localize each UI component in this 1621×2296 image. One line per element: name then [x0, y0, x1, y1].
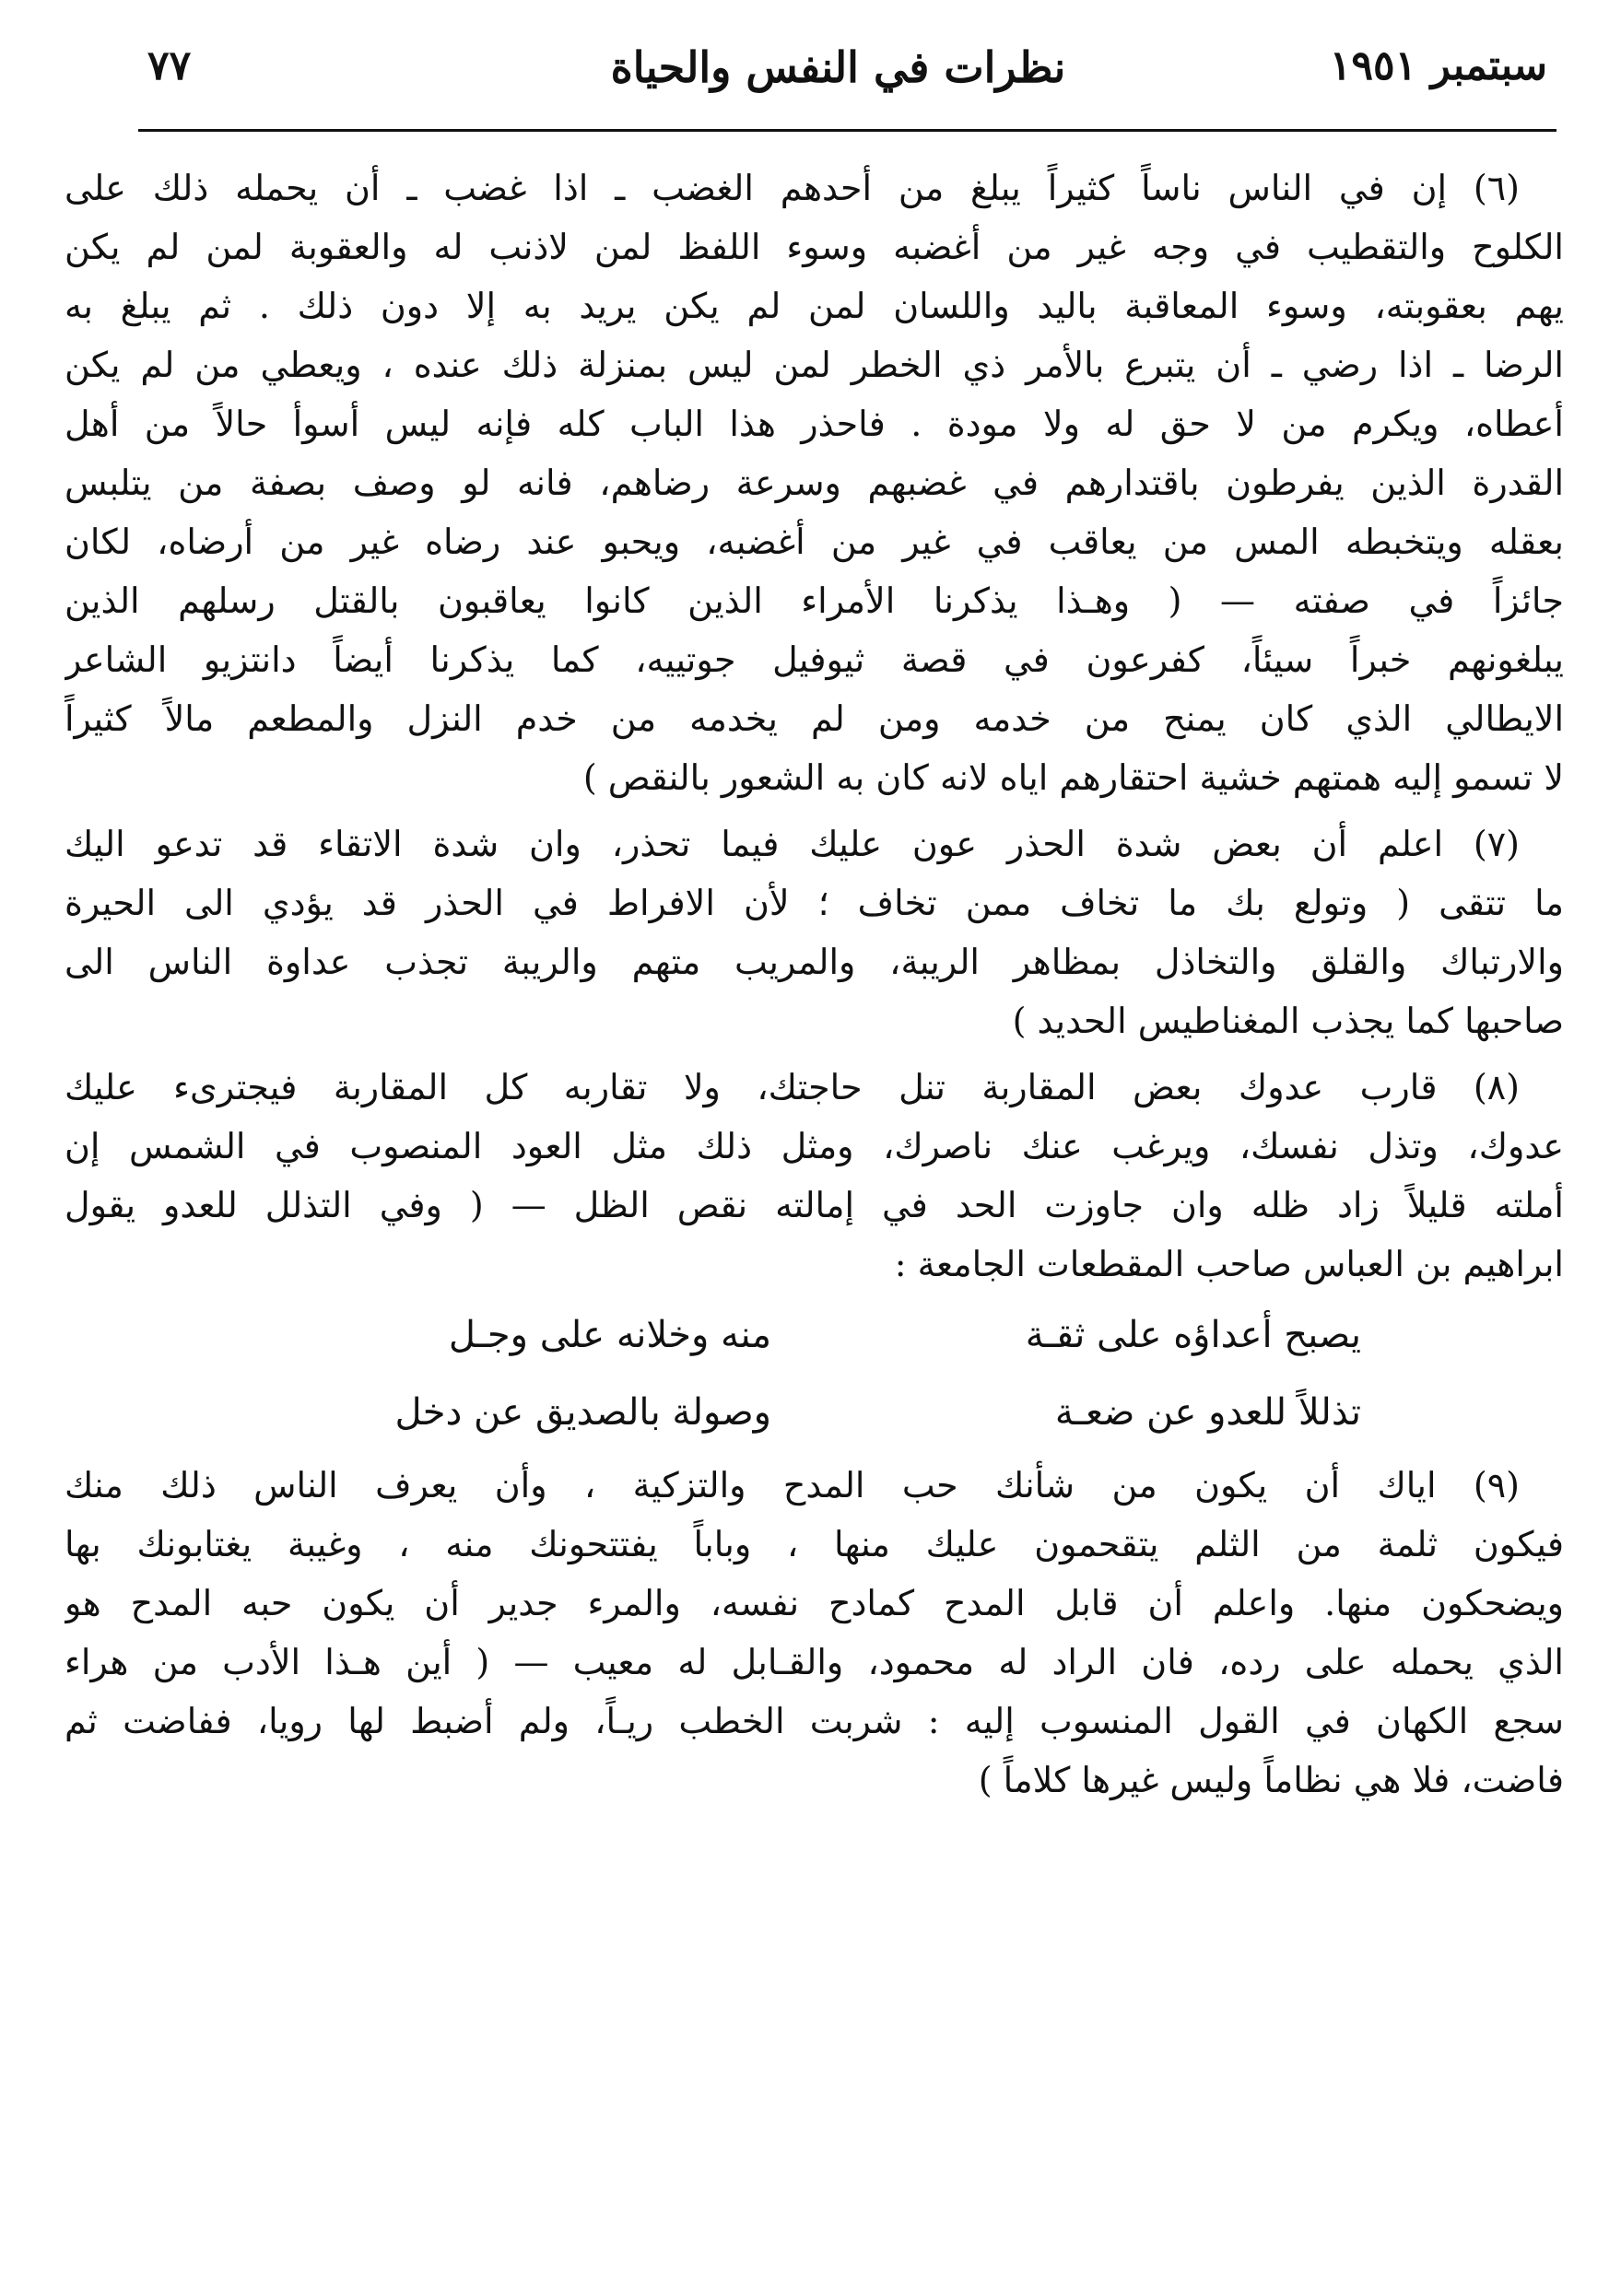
- text-line: الايطالي الذي كان يمنح من خدمه ومن لم يخدمه من خدم النزل والمطعم مالاً كثيراً: [65, 698, 1564, 739]
- text-line: والارتباك والقلق والتخاذل بمظاهر الريبة، والمريب متهم والريبة تجذب عداوة الناس الى: [65, 942, 1564, 982]
- text-line: الرضا ـ اذا رضي ـ أن يتبرع بالأمر ذي الخطر لمن ليس بمنزلة ذلك عنده ، ويعطي من لم يكن: [65, 345, 1564, 385]
- paragraph-9: [65, 1456, 1564, 1810]
- text-line: يهم بعقوبته، وسوء المعاقبة باليد واللسان لمن لم يكن يريد به إلا دون ذلك . ثم يبلغ به: [65, 286, 1564, 326]
- text-line: الذي يحمله على رده، فان الراد له محمود، والقـابل له معيب — ( أين هـذا الأدب من هراء: [65, 1642, 1564, 1682]
- text-line: (٨) قارب عدوك بعض المقاربة تنل حاجتك، ولا تقاربه كل المقاربة فيجترىء عليك: [65, 1067, 1520, 1107]
- text-line: (٦) إن في الناس ناساً كثيراً يبلغ من أحدهم الغضب ـ اذا غضب ـ أن يحمله ذلك على: [65, 168, 1520, 208]
- page-header: [111, 26, 1566, 109]
- text-line: سجع الكهان في القول المنسوب إليه : شربت الخطب ريـاً، ولم أضبط لها رويا، ففاضت ثم: [65, 1701, 1564, 1741]
- page-number: ٧٧: [147, 42, 192, 89]
- text-line: ويضحكون منها. واعلم أن قابل المدح كمادح نفسه، والمرء جدير أن يكون حبه المدح هو: [65, 1583, 1564, 1623]
- text-line: القدرة الذين يفرطون باقتدارهم في غضبهم وسرعة رضاهم، فانه لو وصف بصفة من يتلبس: [65, 463, 1564, 503]
- text-line: أملته قليلاً زاد ظله وان جاوزت الحد في إمالته نقص الظل — ( وفي التذلل للعدو يقول: [65, 1185, 1564, 1225]
- text-line: لا تسمو إليه همتهم خشية احتقارهم اياه لانه كان به الشعور بالنقص ): [582, 757, 1564, 798]
- paragraph-6: [65, 158, 1564, 807]
- text-line: فاضت، فلا هي نظاماً وليس غيرها كلاماً ): [978, 1760, 1564, 1800]
- verse-line: [65, 1301, 1564, 1378]
- text-line: الكلوح والتقطيب في وجه غير من أغضبه وسوء اللفظ لمن لاذنب له والعقوبة لمن لم يكن: [65, 227, 1564, 267]
- verse-line: [65, 1378, 1564, 1456]
- paragraph-7: [65, 814, 1564, 1050]
- text-line: عدوك، وتذل نفسك، ويرغب عنك ناصرك، ومثل ذلك مثل العود المنصوب في الشمس إن: [65, 1126, 1564, 1166]
- text-line: جائزاً في صفته — ( وهـذا يذكرنا الأمراء الذين كانوا يعاقبون بالقتل رسلهم الذين: [65, 580, 1564, 621]
- verse-hemistich: يصبح أعداؤه على ثقـة: [1025, 1314, 1361, 1356]
- verse-hemistich: منه وخلانه على وجـل: [448, 1314, 771, 1356]
- header-rule: [138, 129, 1556, 132]
- text-line: فيكون ثلمة من الثلم يتقحمون عليك منها ، وباباً يفتتحونك منه ، وغيبة يغتابونك بها: [65, 1524, 1564, 1564]
- text-line: ما تتقى ( وتولع بك ما تخاف ممن تخاف ؛ لأن الافراط في الحذر قد يؤدي الى الحيرة: [65, 883, 1564, 923]
- text-line: (٧) اعلم أن بعض شدة الحذر عون عليك فيما تحذر، وان شدة الاتقاء قد تدعو اليك: [65, 824, 1520, 864]
- text-line: (٩) اياك أن يكون من شأنك حب المدح والتزكية ، وأن يعرف الناس ذلك منك: [65, 1465, 1520, 1505]
- text-line: صاحبها كما يجذب المغناطيس الحديد ): [1012, 1001, 1564, 1041]
- paragraph-8: [65, 1058, 1564, 1294]
- text-line: ابراهيم بن العباس صاحب المقطعات الجامعة :: [894, 1244, 1564, 1284]
- verse-hemistich: تذللاً للعدو عن ضعـة: [1054, 1391, 1361, 1434]
- text-line: يبلغونهم خبراً سيئاً، كفرعون في قصة ثيوفيل جوتييه، كما يذكرنا أيضاً دانتزيو الشاعر: [65, 639, 1564, 680]
- page-body: [65, 158, 1564, 1817]
- verse-hemistich: وصولة بالصديق عن دخل: [394, 1391, 771, 1434]
- running-title: نظرات في النفس والحياة: [610, 42, 1066, 92]
- text-line: بعقله ويتخبطه المس من يعاقب في غير من أغضبه، ويحبو عند رضاه غير من أرضاه، لكان: [65, 521, 1564, 562]
- issue-date: سبتمبر ١٩٥١: [1329, 42, 1547, 89]
- text-line: أعطاه، ويكرم من لا حق له ولا مودة . فاحذر هذا الباب كله فإنه ليس أسوأ حالاً من أهل: [65, 404, 1564, 444]
